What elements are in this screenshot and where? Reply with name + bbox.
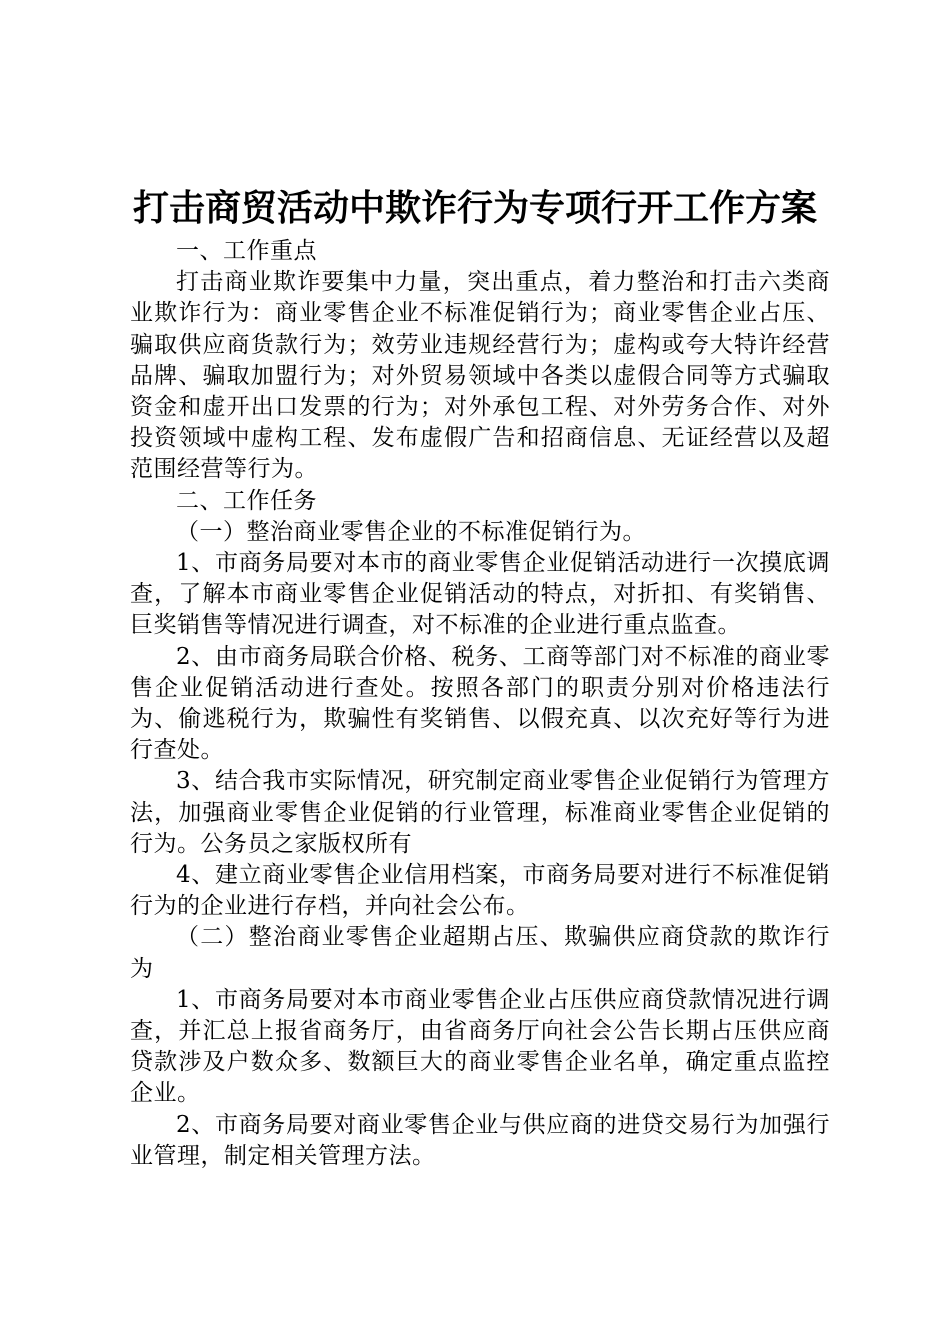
document-body [130, 236, 830, 1172]
paragraph: 1、市商务局要对本市的商业零售企业促销活动进行一次摸底调查，了解本市商业零售企业促销活动的特点，对折扣、有奖销售、巨奖销售等情况进行调查，对不标准的企业进行重点监查。 [130, 550, 830, 639]
paragraph: 3、结合我市实际情况，研究制定商业零售企业促销行为管理方法，加强商业零售企业促销的行业管理，标准商业零售企业促销的行为。公务员之家版权所有 [130, 768, 830, 857]
paragraph: 4、建立商业零售企业信用档案，市商务局要对进行不标准促销行为的企业进行存档，并向社会公布。 [130, 862, 830, 920]
document-title: 打击商贸活动中欺诈行为专项行开工作方案 [132, 187, 817, 229]
paragraph: 打击商业欺诈要集中力量，突出重点，着力整治和打击六类商业欺诈行为：商业零售企业不标准促销行为；商业零售企业占压、骗取供应商货款行为；效劳业违规经营行为；虚构或夸大特许经营品牌、骗取加盟行为；对外贸易领域中各类以虚假合同等方式骗取资金和虚开出口发票的行为；对外承包工程、对外劳务合作、对外投资领域中虚构工程、发布虚假广告和招商信息、无证经营以及超范围经营等行为。 [130, 269, 830, 483]
subsection-heading-1: （一）整治商业零售企业的不标准促销行为。 [176, 518, 646, 545]
paragraph: 2、市商务局要对商业零售企业与供应商的进贷交易行为加强行业管理，制定相关管理方法。 [130, 1111, 830, 1169]
paragraph: 1、市商务局要对本市商业零售企业占压供应商贷款情况进行调查，并汇总上报省商务厅，由省商务厅向社会公告长期占压供应商贷款涉及户数众多、数额巨大的商业零售企业名单，确定重点监控企业。 [130, 986, 830, 1107]
section-heading-2: 二、工作任务 [176, 487, 317, 514]
subsection-heading-2: （二）整治商业零售企业超期占压、欺骗供应商贷款的欺诈行为 [130, 924, 830, 982]
paragraph: 2、由市商务局联合价格、税务、工商等部门对不标准的商业零售企业促销活动进行查处。按照各部门的职责分别对价格违法行为、偷逃税行为，欺骗性有奖销售、以假充真、以次充好等行为进行查处。 [130, 643, 830, 764]
section-heading-1: 一、工作重点 [176, 238, 317, 264]
